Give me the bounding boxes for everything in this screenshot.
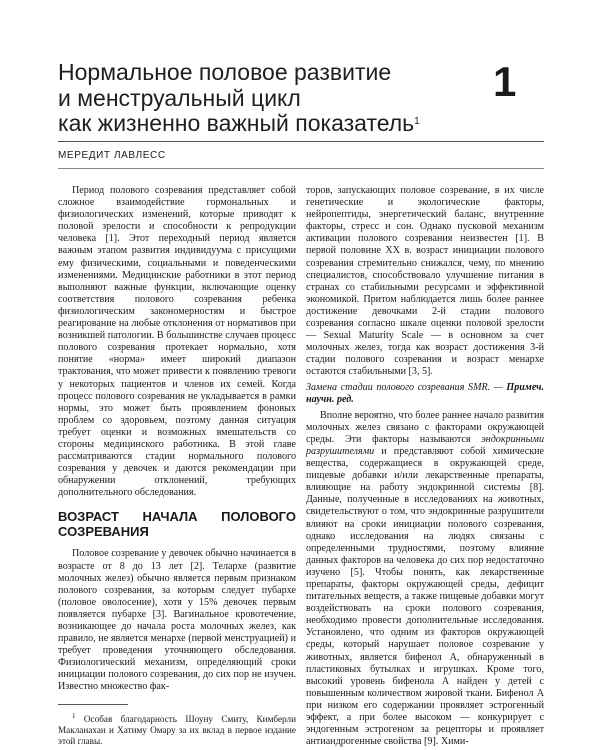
footnote-text: Особая благодарность Шоуну Смиту, Кимберли Макланахан и Хатиму Омару за их вклад в первое издание этой главы. [58, 713, 297, 746]
author-divider [58, 168, 544, 169]
editor-note: Замена стадии полового созревания SMR. — Примеч. научн. ред. [306, 381, 544, 405]
intro-paragraph: Период полового созревания представляет собой сложное взаимодействие гормональных и физиологических изменений, которые приводят к половой зрелости и способности к репродукции человека [1]. Этот переходный период является важным этапом развития индивидуума с присущими ему физическими, социальными и поведенческими изменениями. Медицинские работники в этот период выполняют важные функции, включающие оценку соответствия полового созревания ребенка физиологическим закономерностям и быстрое реагирование на любые отклонения от нормативов при возникшей патологии. В большинстве случаев процесс полового созревания протекает нормально, хотя понятие «норма» имеет широкий диапазон трактования, что может привести к появлению тревоги у некоторых пациентов и членов их семей. Когда процесс полового созревания не укладывается в рамки нормы, это может быть проявлением фоновых проблем со здоровьем, поэтому данная ситуация требует оценки и возможных вмешательств со стороны медицинского работника. В этой главе рассматриваются стадии нормального полового созревания у девочек и даются рекомендации при обнаружении отклонений, требующих дополнительного обследования. [58, 185, 296, 499]
right-column [306, 185, 544, 748]
chapter-title-line-1: Нормальное половое развитие [58, 59, 392, 85]
footnote-divider [58, 704, 128, 705]
chapter-title-line-3: как жизненно важный показатель$^1$ [58, 110, 420, 136]
author-name: МЕРЕДИТ ЛАВЛЕСС [58, 150, 166, 161]
chapter-number: 1 [493, 58, 517, 105]
chapter-title [58, 60, 478, 137]
section-paragraph: Половое созревание у девочек обычно начинается в возрасте от 8 до 13 лет [2]. Телархе (развитие молочных желез) обычно является первым признаком полового созревания, за которым следует пубархе (половое оволосение), хотя у 15% девочек первым появляется пубархе [3]. Вагинальное кровотечение, возникающее до начала роста молочных желез, как правило, не является менархе (первой менструацией) и требует проведения уточняющего обследования. Физиологический механизм, определяющий сроки инициации полового созревания, до сих пор не изучен. Известно множество фак- [58, 548, 296, 693]
right-paragraph-2: Вполне вероятно, что более раннее начало развития молочных желез связано с факторами окружающей среды. Эти факторы называются эндокринными разрушителями и представляют собой химические вещества, содержащиеся в окружающей среде, пищевые добавки и/или лекарственные препараты, влияющие на работу эндокринной системы [8]. Данные, полученные в исследованиях на животных, свидетельствуют о том, что эндокринные разрушители влияют на сроки инициации полового созревания, однако исследования на людях связаны с определенными трудностями, поэтому влияние данных факторов на человека до сих пор недостаточно изучено [5]. Чтобы понять, как лекарственные препараты, факторы окружающей среды, дефицит питательных веществ, а также пищевые добавки могут воздействовать на сроки полового созревания, необходимо провести дополнительные исследования. Установлено, что одним из факторов окружающей среды, который нарушает половое созревание у животных, является бифенол А, обнаруженный в пластиковых бутылках и игрушках. Кроме того, высокий уровень бифенола А найден у детей с повышенным количеством жировой ткани. Бифенол А при низком его содержании проявляет эстрогенный эффект, а при более высоком — конкурирует с эндогенным эстрогеном за рецепторы и проявляет антиандрогенные свойства [9]. Хими- [306, 409, 544, 748]
chapter-title-line-2: и менструальный цикл [58, 84, 301, 111]
editor-note-tag: Примеч. научн. ред. [306, 381, 544, 405]
title-divider [58, 141, 544, 142]
endocrine-disruptors-term: эндокринными разрушителями [306, 433, 544, 457]
footnote [58, 711, 296, 747]
footnote-mark: 1 [72, 711, 76, 720]
left-column [58, 185, 296, 747]
right-paragraph-1: торов, запускающих половое созревание, в их числе генетические и экологические факторы, нейропептиды, энергетический баланс, внутренние факторы, стресс и сон. Однако пусковой механизм активации полового созревания неизвестен [1]. В первой половине XX в. возраст инициации полового созревания стремительно снижался, чему, по мнению специалистов, способствовало улучшение питания в странах со стабильными ресурсами и эффективной экономикой. Притом наблюдается лишь более раннее достижение девочками 2-й стадии полового созревания согласно шкале оценки половой зрелости — Sexual Maturity Scale — в основном за счет молочных желез, тогда как возраст достижения 3-й стадии полового созревания и возраст менархе остаются стабильными [3, 5]. [306, 185, 544, 378]
title-footnote-mark: 1 [414, 116, 420, 127]
section-heading: ВОЗРАСТ НАЧАЛА ПОЛОВОГО СОЗРЕВАНИЯ [58, 509, 296, 540]
